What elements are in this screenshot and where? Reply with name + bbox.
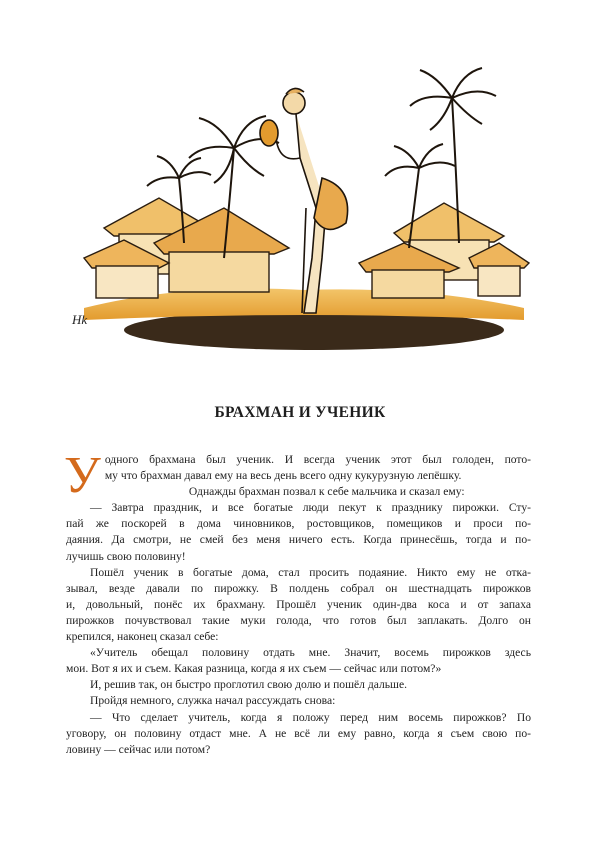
text-line: Пошёл ученик в богатые дома, стал просить подаяние. Никто ему не отка- xyxy=(90,565,531,579)
text-line: Пройдя немного, служка начал рассуждать снова: xyxy=(90,694,336,708)
village-huts-right xyxy=(359,203,529,298)
text-line: Однажды брахман позвал к себе мальчика и сказал ему: xyxy=(188,485,465,499)
text-line: зывал, везде давали по пирожку. В полдень собрал он шестнадцать пирожков xyxy=(66,581,531,595)
text-line: «Учитель обещал половину отдать мне. Значит, восемь пирожков здесь xyxy=(90,646,531,660)
story-title: БРАХМАН И УЧЕНИК xyxy=(214,404,386,421)
drop-cap: У xyxy=(64,447,101,504)
text-line: му что брахман давал ему на весь день всего одну кукурузную лепёшку. xyxy=(104,469,462,483)
text-line: — Завтра праздник, и все богатые люди пекут к празднику пирожки. Сту- xyxy=(90,501,531,515)
story-text xyxy=(64,447,531,758)
text-line: мои. Вот я их и съем. Какая разница, когда я их съем — сейчас или потом?» xyxy=(66,662,442,676)
text-line: даяния. Да смотри, не смей без меня ничего есть. Когда принесёшь, тогда и по- xyxy=(66,533,531,547)
brahman-figure xyxy=(260,88,348,313)
brahman-village-illustration xyxy=(64,58,540,358)
text-line: ловину — сейчас или потом? xyxy=(66,742,211,756)
illustrator-signature: Hk xyxy=(72,312,88,327)
text-line: лучишь свою половину! xyxy=(66,549,186,563)
text-line: одного брахмана был ученик. И всегда ученик этот был голоден, пото- xyxy=(104,453,531,466)
text-line: пай же поскорей в дома чиновников, ростовщиков, помещиков и проси по- xyxy=(66,517,531,531)
text-line: пирожков почувствовал такие муки голода, что готов был заплакать. Долго он xyxy=(66,613,531,627)
text-line: и, довольный, понёс их брахману. Прошёл ученик один-два коса и от запаха xyxy=(66,597,531,611)
text-line: крепился, наконец сказал себе: xyxy=(66,630,219,644)
village-huts-left xyxy=(84,198,289,298)
text-line: уговору, он половину отдаст мне. А не всё ли ему равно, когда я съем свою по- xyxy=(66,726,531,740)
text-line: — Что сделает учитель, когда я положу перед ним восемь пирожков? По xyxy=(90,710,531,724)
text-line: И, решив так, он быстро проглотил свою долю и пошёл дальше. xyxy=(90,678,408,692)
